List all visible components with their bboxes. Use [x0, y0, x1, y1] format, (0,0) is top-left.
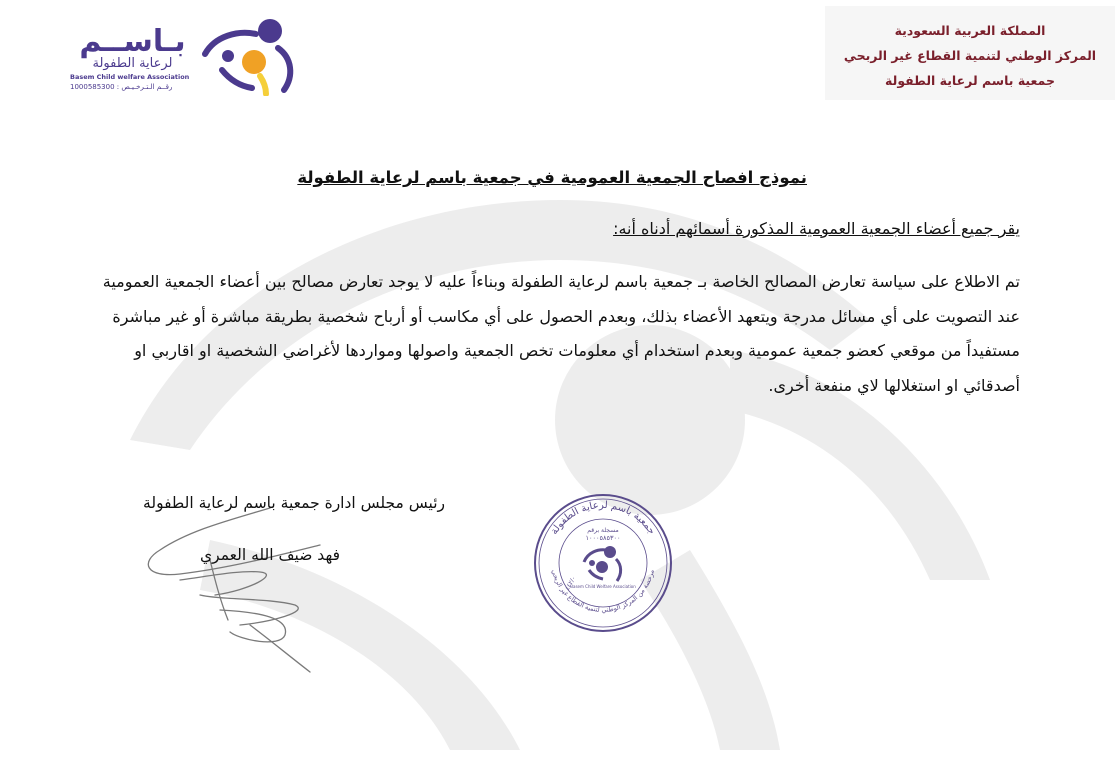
handwritten-signature: [120, 500, 340, 675]
header-country: المملكة العربية السعودية: [894, 23, 1046, 38]
document-intro: [300, 219, 1020, 238]
document-title: نموذج افصاح الجمعية العمومية في جمعية باسم لرعاية الطفولة: [297, 168, 807, 187]
stamp-english: Basem Child Welfare Association: [570, 584, 636, 589]
brand-logo: [70, 14, 305, 96]
logo-subtitle: لرعاية الطفولة: [92, 56, 173, 71]
stamp-logo-icon: [584, 546, 621, 581]
stamp-bottom-text: مرخصة من المركز الوطني لتنمية القطاع غير الربحي: [550, 568, 656, 614]
disclosure-paragraph: تم الاطلاع على سياسة تعارض المصالح الخاصة بـ جمعية باسم لرعاية الطفولة وبناءاً عليه لا يوجد تعارض مصالح بين أعضاء الجمعية العمومية عند التصويت على أي مسائل مدرجة ويتعهد الأعضاء بذلك، وبعدم الحصول على أي مكاسب أو أرباح شخصية بطريقة مباشرة أو غير مباشرة مستفيداً من موقعي كعضو جمعية عمومية وبعدم استخدام أي معلومات تخص الجمعية واصولها ومواردها لأغراضي الشخصية او اقاربي او أصدقائي او استغلالها لاي منفعة أخرى.: [102, 272, 1020, 395]
signatory-name: فهد ضيف الله العمري: [200, 546, 340, 564]
association-stamp: [532, 492, 674, 634]
logo-english-name: Basem Child welfare Association: [70, 73, 190, 81]
stamp-number: ١٠٠٠٥٨٥٣٠٠: [585, 534, 621, 542]
header-center: المركز الوطني لتنمية القطاع غير الربحي: [843, 48, 1097, 63]
stamp-date: ٤٤٢/٠: [563, 575, 578, 592]
intro-text: يقر جميع أعضاء الجمعية العمومية المذكورة أسمائهم أدناه أنه:: [613, 219, 1020, 238]
logo-license: رقــم الـتـرخـيـص : 1000585300: [70, 83, 173, 91]
header-association: جمعية باسم لرعاية الطفولة: [885, 73, 1055, 88]
logo-mark-icon: [200, 14, 300, 96]
stamp-ring-text: جمعية باسم لرعاية الطفولة: [548, 499, 658, 537]
stamp-registered: مسجلة برقم: [587, 527, 619, 534]
header-org-block: [825, 6, 1115, 100]
signatory-title: رئيس مجلس ادارة جمعية باسم لرعاية الطفولة: [143, 494, 445, 512]
logo-text: [70, 14, 195, 96]
logo-name: بـاســم: [79, 24, 186, 59]
